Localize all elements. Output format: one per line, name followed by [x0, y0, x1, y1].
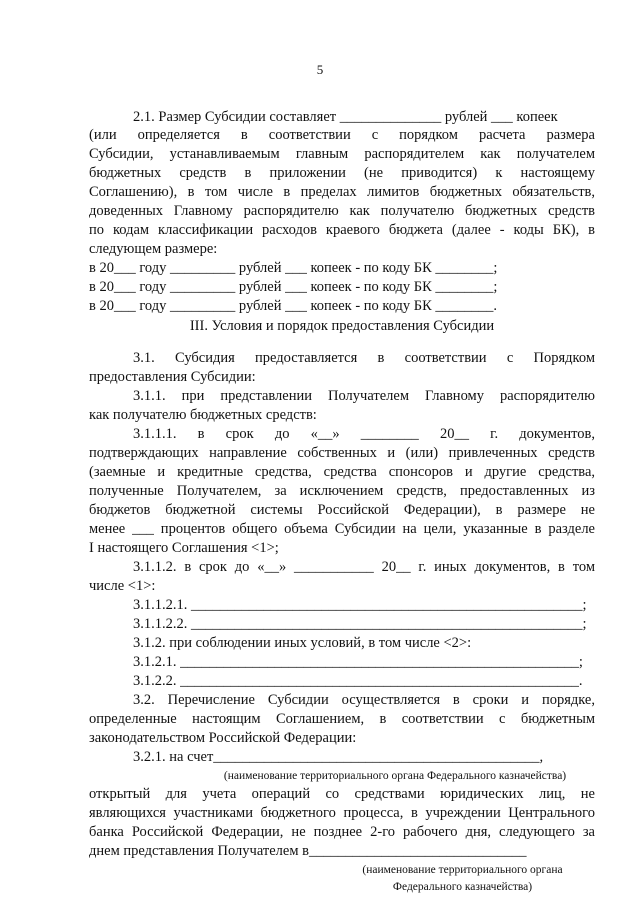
paragraph-2-1-line: по кодам классификации расходов краевого бюджета (далее - коды БК), в	[89, 222, 595, 238]
paragraph-3-1-line: предоставления Субсидии:	[89, 369, 256, 385]
paragraph-3-2-1-line: являющихся участниками бюджетного процесса, в учреждении Центрального	[89, 805, 595, 821]
paragraph-3-2-1-line: днем представления Получателем в______________________________	[89, 843, 527, 859]
paragraph-3-2-line: 3.2. Перечисление Субсидии осуществляется в сроки и порядке,	[133, 692, 595, 708]
paragraph-3-2-1-line: 3.2.1. на счет_____________________________________________,	[133, 749, 544, 765]
subitem-3-1-2-2: 3.1.2.2. _______________________________________________________.	[133, 673, 583, 689]
paragraph-3-2-1-line: открытый для учета операций со средствами юридических лиц, не	[89, 786, 595, 802]
paragraph-3-1-1-1-line: подтверждающих направление собственных и (или) привлеченных средств	[89, 445, 595, 461]
paragraph-3-1-1-2-line: числе <1>:	[89, 578, 156, 594]
paragraph-3-1-1-1-line: I настоящего Соглашения <1>;	[89, 540, 279, 556]
subitem-3-1-1-2-1: 3.1.1.2.1. ______________________________________________________;	[133, 597, 587, 613]
paragraph-3-1-2-line: 3.1.2. при соблюдении иных условий, в том числе <2>:	[133, 635, 472, 651]
paragraph-2-1-line: Соглашению), в том числе в пределах лимитов бюджетных обязательств,	[89, 184, 595, 200]
note-territorial-organ: (наименование территориального органа Федерального казначейства)	[223, 770, 567, 782]
paragraph-2-1-line: доведенных Главному распорядителю как получателю бюджетных средств	[89, 203, 595, 219]
paragraph-2-1-line: бюджетных средств в приложении (не приводится) к настоящему	[89, 165, 595, 181]
note-territorial-organ-line2: Федерального казначейства)	[392, 881, 533, 893]
paragraph-2-1-line: Субсидии, устанавливаемым главным распорядителем как получателем	[89, 146, 595, 162]
subitem-3-1-2-1: 3.1.2.1. _______________________________________________________;	[133, 654, 583, 670]
paragraph-2-1-line: 2.1. Размер Субсидии составляет ______________ рублей ___ копеек	[133, 109, 558, 125]
paragraph-3-1-line: 3.1. Субсидия предоставляется в соответствии с Порядком	[133, 350, 595, 366]
paragraph-3-1-1-1-line: менее ___ процентов общего объема Субсидии на цели, указанные в разделе	[89, 521, 595, 537]
budget-year-line: в 20___ году _________ рублей ___ копеек - по коду БК ________;	[89, 260, 498, 276]
paragraph-3-2-line: определенные настоящим Соглашением, в соответствии с бюджетным	[89, 711, 595, 727]
section-3-heading: III. Условия и порядок предоставления Субсидии	[189, 318, 495, 334]
budget-year-line: в 20___ году _________ рублей ___ копеек - по коду БК ________.	[89, 298, 498, 314]
paragraph-3-1-1-1-line: (заемные и кредитные средства, средства спонсоров и другие средства,	[89, 464, 595, 480]
paragraph-2-1-line: (или определяется в соответствии с порядком расчета размера	[89, 127, 595, 143]
paragraph-3-1-1-line: как получателю бюджетных средств:	[89, 407, 317, 423]
paragraph-2-1-line: следующем размере:	[89, 241, 218, 257]
note-territorial-organ-line1: (наименование территориального органа	[362, 864, 563, 876]
paragraph-3-1-1-1-line: бюджетов бюджетной системы Российской Федерации), в размере не	[89, 502, 595, 518]
paragraph-3-1-1-line: 3.1.1. при представлении Получателем Главному распорядителю	[133, 388, 595, 404]
budget-year-line: в 20___ году _________ рублей ___ копеек - по коду БК ________;	[89, 279, 498, 295]
paragraph-3-1-1-2-line: 3.1.1.2. в срок до «__» ___________ 20__ г. иных документов, в том	[133, 559, 595, 575]
page-number: 5	[316, 62, 324, 77]
subitem-3-1-1-2-2: 3.1.1.2.2. ______________________________________________________;	[133, 616, 587, 632]
paragraph-3-2-1-line: банка Российской Федерации, не позднее 2-го рабочего дня, следующего за	[89, 824, 595, 840]
paragraph-3-1-1-1-line: 3.1.1.1. в срок до «__» ________ 20__ г. документов,	[133, 426, 595, 442]
paragraph-3-2-line: законодательством Российской Федерации:	[89, 730, 357, 746]
paragraph-3-1-1-1-line: полученные Получателем, за исключением средств, предоставленных из	[89, 483, 595, 499]
